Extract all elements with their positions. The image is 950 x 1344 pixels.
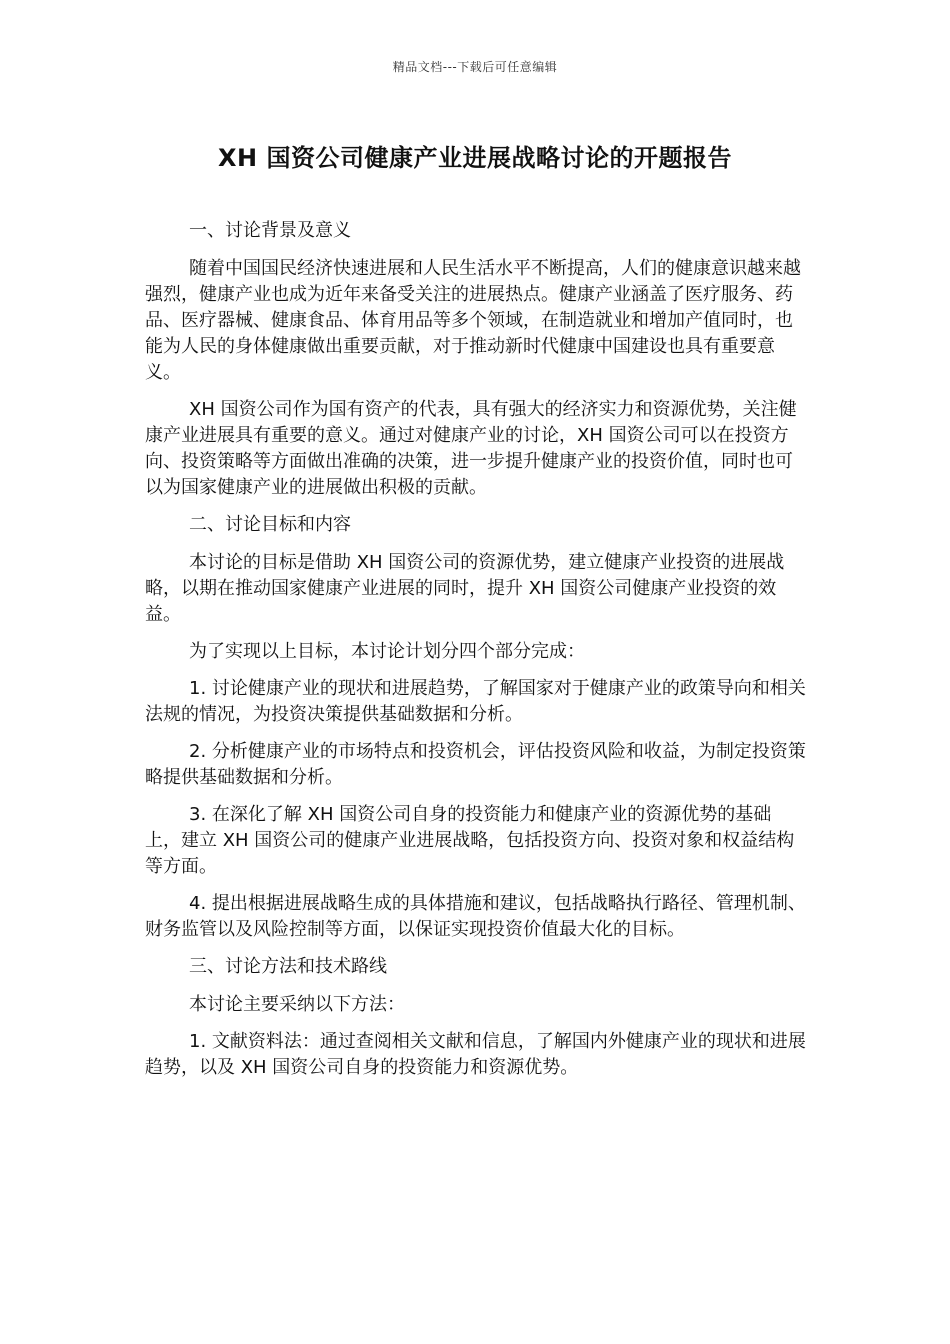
- list-item-goal-1: 1. 讨论健康产业的现状和进展趋势，了解国家对于健康产业的政策导向和相关法规的情况，为投资决策提供基础数据和分析。: [145, 678, 806, 725]
- list-item-goal-2: 2. 分析健康产业的市场特点和投资机会，评估投资风险和收益，为制定投资策略提供基础数据和分析。: [145, 741, 806, 788]
- paragraph-background-2: XH 国资公司作为国有资产的代表，具有强大的经济实力和资源优势，关注健康产业进展具有重要的意义。通过对健康产业的讨论，XH 国资公司可以在投资方向、投资策略等方面做出准确的决策，进一步提升健康产业的投资价值，同时也可以为国家健康产业的进展做出积极的贡献。: [145, 399, 797, 498]
- paragraph-goals-2: 为了实现以上目标，本讨论计划分四个部分完成：: [189, 641, 585, 662]
- section-heading-background: 一、讨论背景及意义: [189, 220, 351, 241]
- list-item-goal-4: 4. 提出根据进展战略生成的具体措施和建议，包括战略执行路径、管理机制、财务监管以及风险控制等方面，以保证实现投资价值最大化的目标。: [145, 893, 806, 940]
- document-body: [145, 218, 807, 1092]
- section-heading-methods: 三、讨论方法和技术路线: [189, 956, 387, 977]
- list-item-goal-3: 3. 在深化了解 XH 国资公司自身的投资能力和健康产业的资源优势的基础上，建立 XH 国资公司的健康产业进展战略，包括投资方向、投资对象和权益结构等方面。: [145, 804, 795, 877]
- section-heading-goals: 二、讨论目标和内容: [189, 514, 351, 535]
- paragraph-background-1: 随着中国国民经济快速进展和人民生活水平不断提高，人们的健康意识越来越强烈，健康产业也成为近年来备受关注的进展热点。健康产业涵盖了医疗服务、药品、医疗器械、健康食品、体育用品等多个领域，在制造就业和增加产值同时，也能为人民的身体健康做出重要贡献，对于推动新时代健康中国建设也具有重要意义。: [145, 258, 801, 383]
- list-item-method-1: 1. 文献资料法：通过查阅相关文献和信息，了解国内外健康产业的现状和进展趋势，以及 XH 国资公司自身的投资能力和资源优势。: [145, 1031, 806, 1078]
- paragraph-goals-1: 本讨论的目标是借助 XH 国资公司的资源优势，建立健康产业投资的进展战略，以期在推动国家健康产业进展的同时，提升 XH 国资公司健康产业投资的效益。: [145, 552, 785, 625]
- document-title: XH 国资公司健康产业进展战略讨论的开题报告: [218, 144, 732, 172]
- paragraph-methods-1: 本讨论主要采纳以下方法：: [189, 994, 405, 1015]
- page-header: 精品文档---下载后可任意编辑: [392, 60, 558, 74]
